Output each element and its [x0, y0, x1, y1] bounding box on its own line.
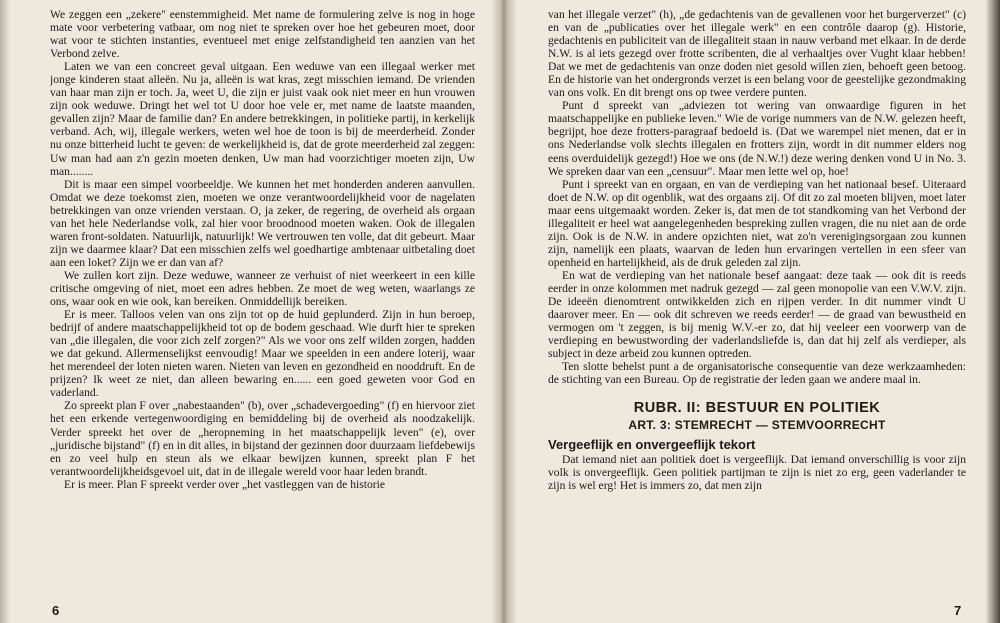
- left-paragraph-4: We zullen kort zijn. Deze weduwe, wanneer ze verhuist of niet weerkeert in een kille critische omgeving of niet, moet een adres hebben. Ze moet de weg weten, waarlangs ze ons, waar ook en wie ook, kan bereiken. Onmiddellijk bereiken.: [50, 268, 475, 309]
- left-paragraph-3: Dit is maar een simpel voorbeeldje. We kunnen het met honderden anderen aanvullen. Omdat we deze toekomst zien, moeten we onze verantwoordelijkheid voor de nagelaten betrekkingen van onze vrienden verstaan. O, ja zeker, de regering, de overheid als orgaan van het hele Nederlandse volk, zal hier voor broodnood moeten waken. Ook de illegalen waren front-soldaten. Natuurlijk, natuurlijk! We vertrouwen ten volle, dat dit gebeurt. Maar zijn we daarmee klaar? Dat een misschien zelfs wel goedhartige ambtenaar uitbetaling doet aan een loket? Zijn we er dan van af?: [50, 177, 475, 269]
- right-paragraph-5: Ten slotte behelst punt a de organisatorische consequentie van deze werkzaamheden: de stichting van een Bureau. Op de registratie der leden gaan we andere maal in.: [548, 360, 966, 387]
- left-paragraph-6: Zo spreekt plan F over „nabestaanden" (b), over „schadevergoeding" (f) en hiervoor ziet het een erkende vertegenwoordiging en bemiddeling bij de overheid als noodzakelijk. Verder spreekt het over de „heropneming in het maatschappelijk leven" (e), over „juridische bijstand" (f) en in dit alles, in bijstand der gezinnen door duurzaam liefdebewijs en zo veel hulp en steun als we elkaar bewijzen kunnen, spreekt plan F het verantwoordelijkheidsgevoel uit, dat in de illegale wereld voor haar leden brandt.: [50, 399, 475, 478]
- left-paragraph-5: Er is meer. Talloos velen van ons zijn tot op de huid geplunderd. Zijn in hun beroep, bedrijf of andere maatschappelijkheid tot op de bodem geschaad. Wie durft hier te spreken van „die illegalen, die voor zich zelf zorgen?" Als we voor ons zelf wilden zorgen, hadden we dat gekund. Allermenselijkst eenvoudig! Maar we speelden in een andere loterij, waar het merendeel der loten nieten waren. Nieten van leven en gezondheid en nooddruft. En de prijzen? Ik weet ze niet, dan alleen bewaring en...... een goed geweten voor God en vaderland.: [50, 308, 475, 400]
- section-subheading: Vergeeflijk en onvergeeflijk tekort: [548, 437, 756, 453]
- right-paragraph-2: Punt d spreekt van „adviezen tot wering van onwaardige figuren in het maatschappelijke en publieke leven." Wie de vorige nummers van de N.W. gelezen heeft, begrijpt, hoe deze frotters-paragraaf bedoeld is. (Dat we warempel niet menen, dat er in ons Nederlandse volk slechts illegalen en frotters zijn, wordt in dit nummer elders nog eens overduidelijk gezegd!) Hoe we ons (de N.W.!) deze wering denken vond U in No. 3. We spreken daar van een „censuur". Maar men lette wel op, hoe!: [548, 99, 966, 178]
- page-number-right: 7: [954, 603, 962, 618]
- right-closing-paragraph: Dat iemand niet aan politiek doet is vergeeflijk. Dat iemand onverschillig is voor zijn volk is onvergeeflijk. Geen politiek partijman te zijn is niet zo erg, geen vaderlander te zijn is wel erg! Het is immers zo, dat men zijn: [548, 453, 966, 493]
- right-paragraph-4: En wat de verdieping van het nationale besef aangaat: deze taak — ook dit is reeds eerder in onze kolommen met nadruk gezegd — zal geen monopolie van een V.W.V. zijn. De ideeën dienomtrent ontwikkelden zich en rijpen verder. In dit nummer vindt U daarover meer. En — ook dit schreven we reeds eerder! — de graad van bewustheid en vermogen om 't zeggen, is bij menig W.V.-er zo, dat hij veeleer een voorwerp van de verdieping en bewustwording der vaderlandsliefde is, dan dat hij zelf als verdieper, als subject in deze arbeid zou kunnen optreden.: [548, 268, 966, 361]
- article-heading: ART. 3: STEMRECHT — STEMVOORRECHT: [628, 418, 886, 433]
- left-paragraph-2: Laten we van een concreet geval uitgaan. Een weduwe van een illegaal werker met jonge kinderen staat alleën. Nu ja, alleën is wat kras, zegt misschien iemand. De vrienden van haar man zijn er toch. Ja, weet U, die zijn er juist vaak ook niet meer en hun vrouwen zijn ook weduwe. Dringt het wel tot U door hoe vele er, met name de laatste maanden, gevallen zijn? Maar de familie dan? En andere betrekkingen, in politieke partij, in kerkelijk verband. Ach, wij, illegale werkers, weten wel hoe de toon is bij de meerderheid. Zonder nu onze bitterheid lucht te geven: de werkelijkheid is, dat de grote meerderheid zal zeggen: Uw man had aan z'n gezin moeten denken, Uw man had voorzichtiger moeten zijn, Uw man........: [50, 60, 475, 178]
- left-page: [50, 8, 475, 608]
- left-paragraph-7: Er is meer. Plan F spreekt verder over „het vastleggen van de historie: [64, 477, 385, 491]
- page-edge-left: [0, 0, 10, 623]
- page-number-left: 6: [52, 603, 60, 618]
- right-page: [548, 8, 966, 608]
- rubric-heading: RUBR. II: BESTUUR EN POLITIEK: [633, 400, 881, 417]
- page-edge-right: [986, 0, 1000, 623]
- left-paragraph-1: We zeggen een „zekere" eenstemmigheid. Met name de formulering zelve is nog in hoge mate voor verbetering vatbaar, om nog niet te spreken over hoe het gebeuren moet, door wat voor te stichten instanties, eventueel met enige zelfstandigheid ten aanzien van het Verbond zelve.: [50, 8, 475, 61]
- book-gutter: [491, 0, 517, 623]
- right-paragraph-3: Punt i spreekt van en orgaan, en van de verdieping van het nationaal besef. Uiteraard doet de N.W. op dit ogenblik, wat des orgaans zij. Of dit zo zal moeten blijven, moet later maar eens uitgemaakt worden. Zeker is, dat men de tot standkoming van het Verbond der illegaliteit er heel wat aangelegenheden bespreking zullen vragen, die nu niet aan de orde zijn. Ook is de N.W. in andere opzichten niet, wat zo'n verenigingsorgaan zou kunnen zijn, namelijk een plaats, waarvan de leden hun ervaringen vertellen in een sfeer van openheid en hartelijkheid, als de druk geleden zal zijn.: [548, 177, 966, 269]
- right-paragraph-1: van het illegale verzet" (h), „de gedachtenis van de gevallenen voor het burgerverzet" (c) en van de „publicaties over het illegale werk" en een contrôle daarop (g). Historie, gedachtenis en publiciteit van de illegaliteit staan in nauw verband met elkaar. In de derde N.W. is al iets gezegd over frotte scribenten, die al verhaaltjes over Vught klaar hebben! Dat we met de gedachtenis van onze doden niet gesold willen zien, behoeft geen betoog. En de historie van het ondergronds verzet is een belang voor de geestelijke gezondmaking van ons volk. En dit brengt ons op twee verdere punten.: [548, 8, 966, 100]
